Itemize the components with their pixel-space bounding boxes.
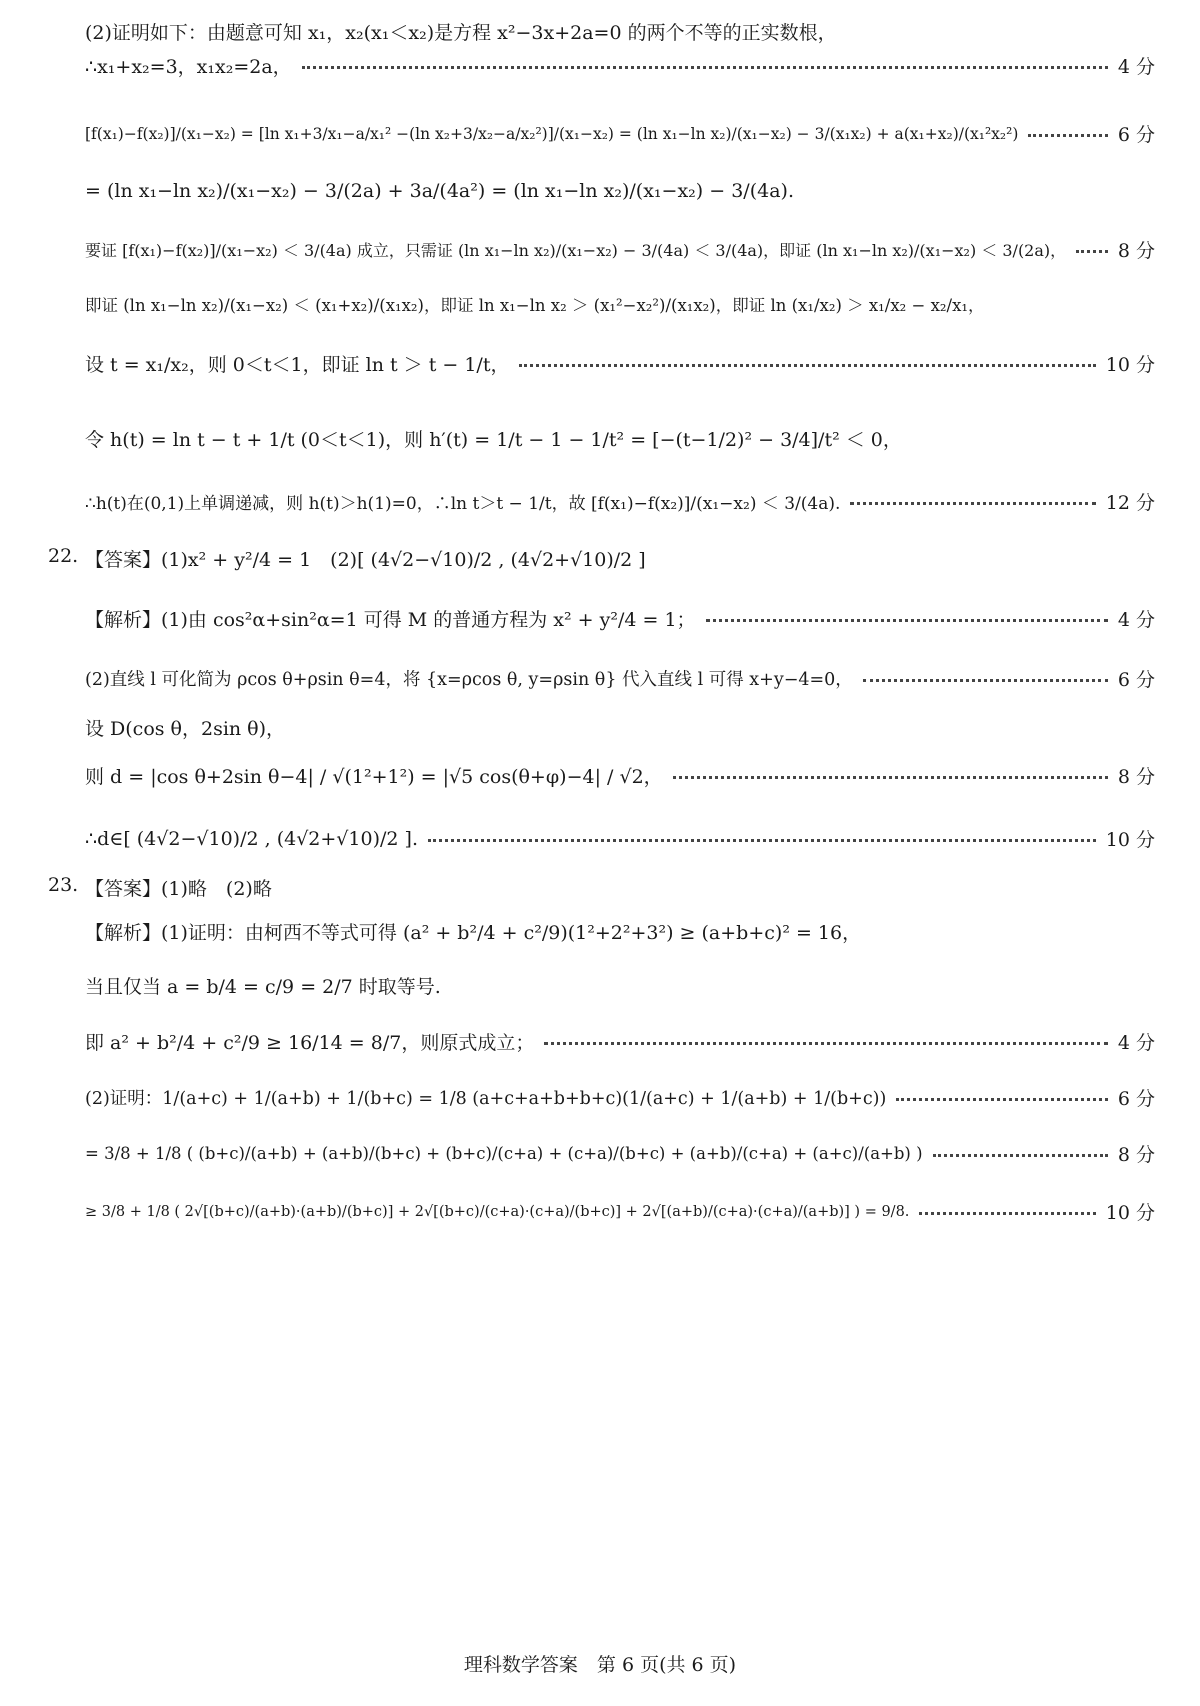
leader-dots: [428, 839, 1096, 842]
score: 10 分: [1105, 354, 1155, 376]
line-text: 即 a² + b²/4 + c²/9 ≥ 16/14 = 8/7，则原式成立；: [85, 1032, 535, 1054]
line-14: [85, 825, 1155, 852]
leader-dots: [519, 364, 1095, 367]
line-text: = 3/8 + 1/8 ( (b+c)/(a+b) + (a+b)/(b+c) + (b+c)/(c+a) + (c+a)/(b+c) + (a+b)/(c+a) + (a+c)/(a+b) ): [85, 1144, 923, 1163]
line-text: ∴d∈[ (4√2−√10)/2 , (4√2+√10)/2 ].: [85, 827, 418, 850]
leader-dots: [919, 1212, 1095, 1215]
leader-dots: [302, 66, 1108, 69]
line-13: [85, 762, 1155, 789]
line-1: [85, 52, 1155, 79]
score: 12 分: [1105, 492, 1155, 514]
score: 6 分: [1117, 124, 1155, 146]
line-8: [85, 488, 1155, 515]
line-text: 【答案】(1)略 (2)略: [85, 878, 272, 900]
score: 4 分: [1117, 56, 1155, 78]
score: 6 分: [1117, 669, 1155, 691]
line-text: 设 D(cos θ，2sin θ)，: [85, 718, 286, 740]
line-19: [85, 1084, 1155, 1111]
line-text: 【解析】(1)由 cos²α+sin²α=1 可得 M 的普通方程为 x² + y²/4 = 1；: [85, 609, 696, 631]
line-4: [85, 236, 1155, 263]
score: 10 分: [1105, 1202, 1155, 1224]
line-11: [85, 665, 1155, 692]
line-6: [85, 350, 1155, 377]
line-15: [85, 874, 1155, 901]
line-text: (2)证明：1/(a+c) + 1/(a+b) + 1/(b+c) = 1/8 (a+c+a+b+b+c)(1/(a+c) + 1/(a+b) + 1/(b+c)): [85, 1089, 887, 1109]
line-17: [85, 972, 1155, 999]
line-text: 设 t = x₁/x₂，则 0＜t＜1，即证 ln t ＞ t − 1/t，: [85, 354, 510, 376]
line-text: ∴h(t)在(0,1)上单调递减，则 h(t)＞h(1)=0，∴ln t＞t − 1/t，故 [f(x₁)−f(x₂)]/(x₁−x₂) ＜ 3/(4a).: [85, 494, 841, 514]
line-21: [85, 1198, 1155, 1225]
line-5: [85, 292, 1155, 316]
line-10: [85, 605, 1155, 632]
line-9: [85, 545, 1155, 572]
line-text: 【解析】(1)证明：由柯西不等式可得 (a² + b²/4 + c²/9)(1²+2²+3²) ≥ (a+b+c)² = 16，: [85, 922, 862, 944]
line-2: [85, 120, 1155, 147]
line-text: (2)证明如下：由题意可知 x₁，x₂(x₁＜x₂)是方程 x²−3x+2a=0 的两个不等的正实数根，: [85, 22, 837, 44]
line-text: 【答案】(1)x² + y²/4 = 1 (2)[ (4√2−√10)/2 , (4√2+√10)/2 ]: [85, 549, 646, 571]
line-18: [85, 1028, 1155, 1055]
line-text: 当且仅当 a = b/4 = c/9 = 2/7 时取等号.: [85, 976, 441, 998]
line-text: ∴x₁+x₂=3，x₁x₂=2a，: [85, 56, 292, 78]
score: 8 分: [1117, 1144, 1155, 1166]
line-text: 即证 (ln x₁−ln x₂)/(x₁−x₂) ＜ (x₁+x₂)/(x₁x₂)，即证 ln x₁−ln x₂ ＞ (x₁²−x₂²)/(x₁x₂)，即证 ln (x₁/x₂) ＞ x₁/x₂ − x₂/x₁，: [85, 296, 985, 315]
leader-dots: [544, 1042, 1108, 1045]
leader-dots: [673, 776, 1108, 779]
score: 4 分: [1117, 1032, 1155, 1054]
line-3: [85, 180, 1155, 202]
line-text: 要证 [f(x₁)−f(x₂)]/(x₁−x₂) ＜ 3/(4a) 成立，只需证 (ln x₁−ln x₂)/(x₁−x₂) − 3/(4a) ＜ 3/(4a)，即证 (ln x₁−ln x₂)/(x₁−x₂) ＜ 3/(2a)，: [85, 241, 1067, 260]
leader-dots: [863, 679, 1108, 682]
leader-dots: [850, 502, 1095, 505]
page-footer: 理科数学答案 第 6 页(共 6 页): [463, 1654, 737, 1676]
line-16: [85, 918, 1155, 945]
score: 6 分: [1117, 1088, 1155, 1110]
leader-dots: [1076, 250, 1108, 253]
line-text: [f(x₁)−f(x₂)]/(x₁−x₂) = [ln x₁+3/x₁−a/x₁² −(ln x₂+3/x₂−a/x₂²)]/(x₁−x₂) = (ln x₁−ln x₂)/(x₁−x₂) − 3/(x₁x₂) + a(x₁+x₂)/(x₁²x₂²): [85, 124, 1019, 143]
line-text: (2)直线 l 可化简为 ρcos θ+ρsin θ=4，将 {x=ρcos θ, y=ρsin θ} 代入直线 l 可得 x+y−4=0，: [85, 670, 853, 690]
line-12: [85, 714, 1155, 741]
line-text: 令 h(t) = ln t − t + 1/t (0＜t＜1)，则 h′(t) = 1/t − 1 − 1/t² = [−(t−1/2)² − 3/4]/t² ＜ 0，: [85, 429, 902, 451]
line-20: [85, 1140, 1155, 1167]
score: 4 分: [1117, 609, 1155, 631]
question-number-22: 22.: [48, 545, 79, 567]
score: 8 分: [1117, 766, 1155, 788]
leader-dots: [1028, 134, 1107, 137]
line-text: 则 d = |cos θ+2sin θ−4| / √(1²+1²) = |√5 cos(θ+φ)−4| / √2，: [85, 766, 663, 788]
line-text: = (ln x₁−ln x₂)/(x₁−x₂) − 3/(2a) + 3a/(4a²) = (ln x₁−ln x₂)/(x₁−x₂) − 3/(4a).: [85, 180, 794, 202]
leader-dots: [706, 619, 1108, 622]
line-7: [85, 425, 1155, 452]
question-number-23: 23.: [48, 874, 79, 896]
line-0: [85, 18, 1155, 45]
leader-dots: [896, 1098, 1108, 1101]
score: 10 分: [1105, 829, 1155, 851]
leader-dots: [933, 1154, 1108, 1157]
score: 8 分: [1117, 240, 1155, 262]
line-text: ≥ 3/8 + 1/8 ( 2√[(b+c)/(a+b)·(a+b)/(b+c)] + 2√[(b+c)/(c+a)·(c+a)/(b+c)] + 2√[(a+b)/(c+a)·(c+a)/(a+b)] ) = 9/8.: [85, 1203, 910, 1220]
